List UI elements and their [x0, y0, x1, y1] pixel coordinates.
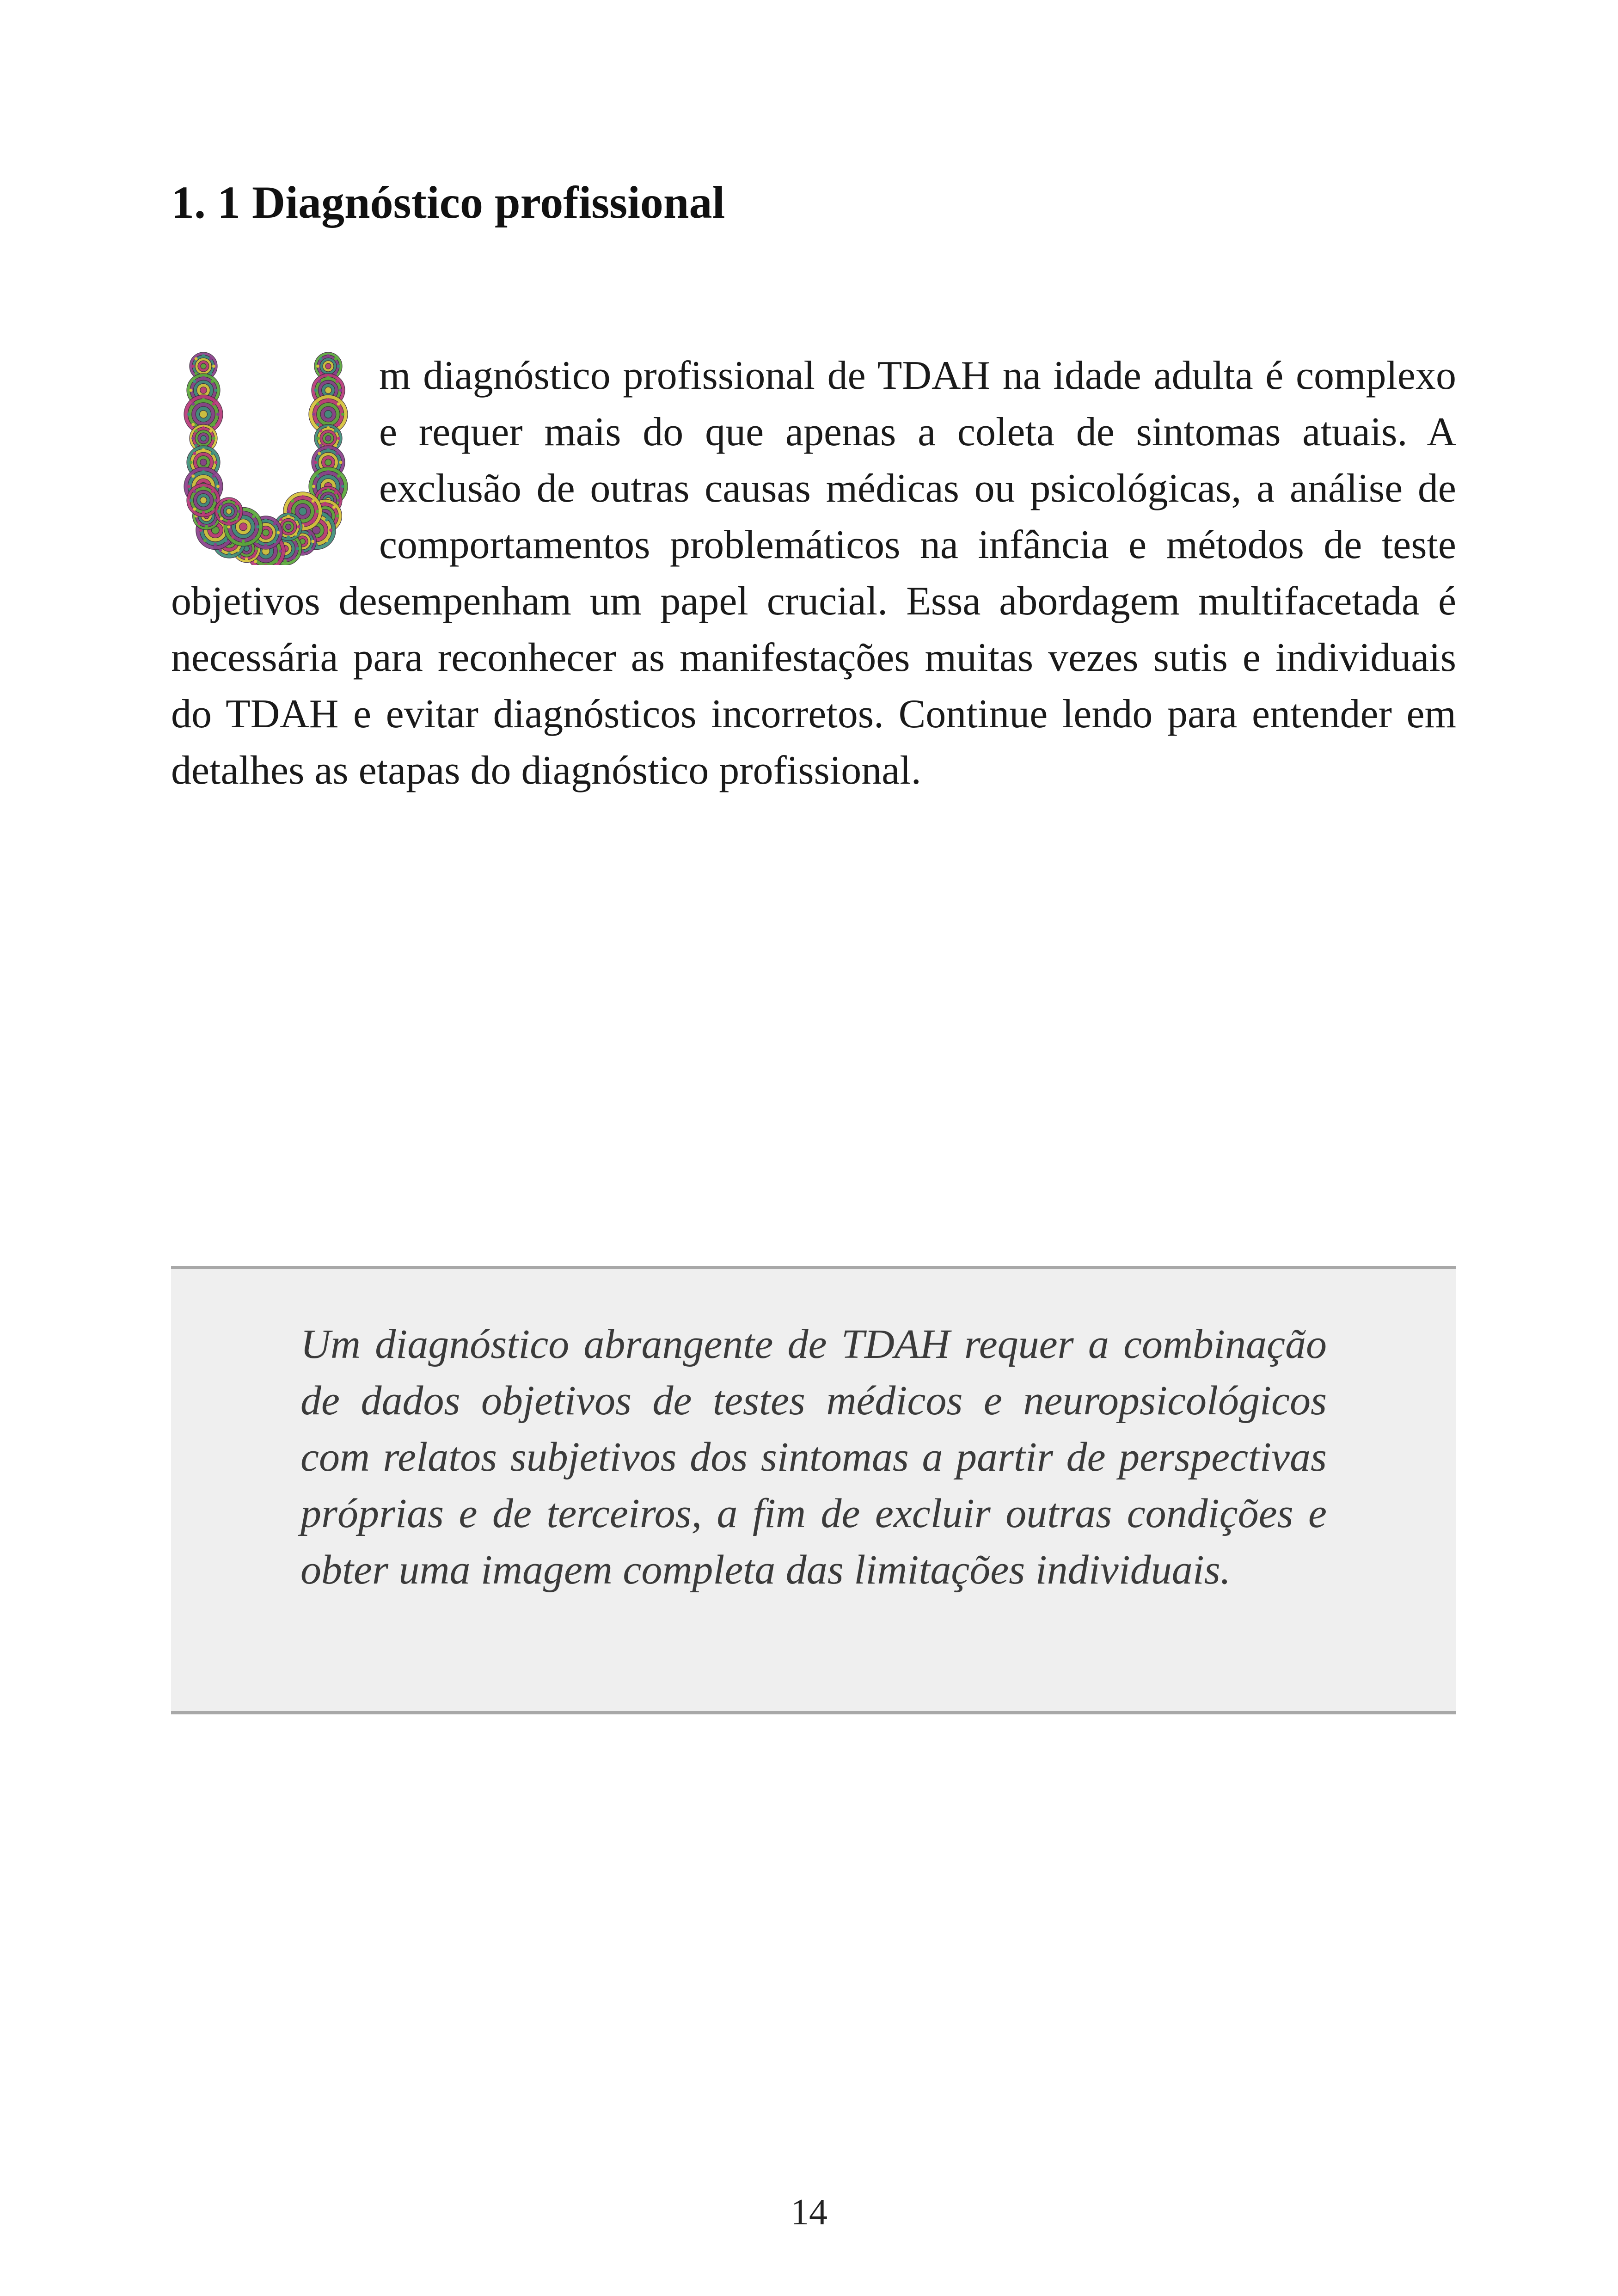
page-number: 14	[791, 2192, 827, 2233]
intro-paragraph	[171, 348, 1456, 799]
dropcap-ornament	[171, 348, 365, 565]
highlight-box	[171, 1266, 1456, 1714]
rosette	[215, 497, 243, 525]
ornamental-letter-u-icon	[171, 348, 361, 565]
highlight-quote: Um diagnóstico abrangente de TDAH requer a combinação de dados objetivos de testes médicos e neuropsicológicos com relatos subjetivos dos sintomas a partir de perspectivas próprias e de terceiros, a fim de excluir outras condições e obter uma imagem completa das limitações individuais.	[300, 1321, 1327, 1593]
intro-paragraph-text: m diagnóstico profissional de TDAH na idade adulta é complexo e requer mais do que apenas a coleta de sintomas atuais. A exclusão de outras causas médicas ou psicológicas, a análise de comportamentos problemáticos na infância e métodos de teste objetivos desempenham um papel crucial. Essa abordagem multifacetada é necessária para reconhecer as manifestações muitas vezes sutis e individuais do TDAH e evitar diagnósticos incorretos. Continue lendo para entender em detalhes as etapas do diagnóstico profissional.	[171, 353, 1456, 793]
section-heading: 1. 1 Diagnóstico profissional	[171, 177, 725, 228]
